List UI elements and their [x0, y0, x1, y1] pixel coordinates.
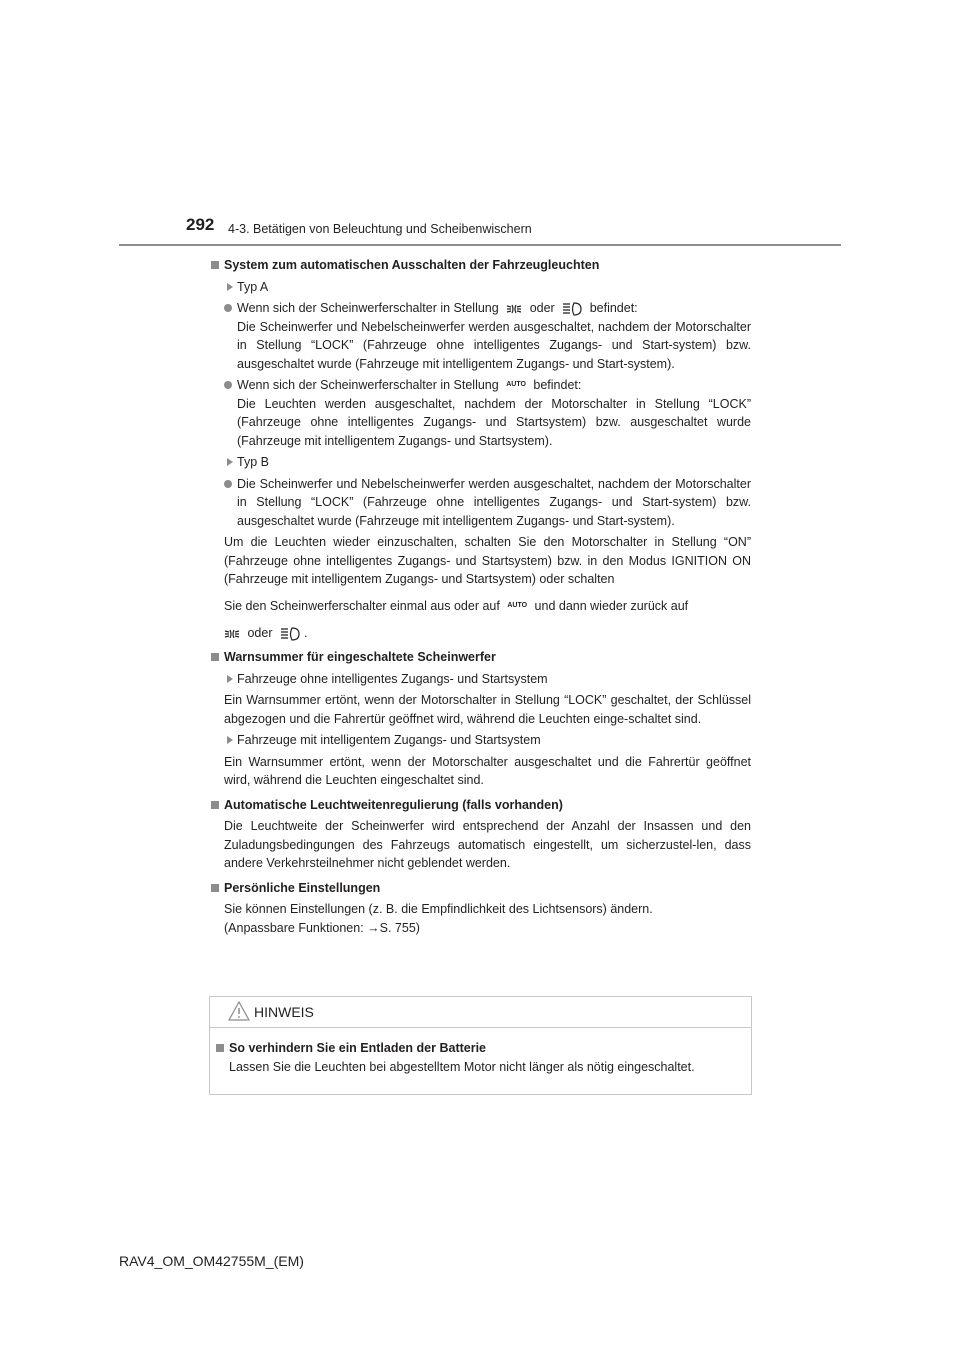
bullet-auto	[211, 376, 751, 450]
section-title-personal-settings: Persönliche Einstellungen	[211, 879, 751, 898]
subheading-type-b: Typ B	[211, 453, 751, 472]
paragraph-settings-2: (Anpassbare Funktionen: →S. 755)	[224, 920, 420, 935]
subheading-type-a: Typ A	[211, 278, 751, 297]
auto-light-icon: AUTO	[507, 602, 528, 610]
subheading-with-smart-key: Fahrzeuge mit intelligentem Zugangs- und Startsystem	[211, 731, 751, 750]
paragraph-text: und dann wieder zurück auf	[534, 598, 689, 613]
page-number: 292	[186, 215, 215, 234]
paragraph-text: Sie den Scheinwerferschalter einmal aus oder auf	[224, 598, 500, 613]
bullet-text: Wenn sich der Scheinwerferschalter in Stellung	[237, 301, 499, 315]
parking-light-icon	[224, 629, 240, 639]
bullet-type-b: Die Scheinwerfer und Nebelscheinwerfer werden ausgeschaltet, nachdem der Motorschalter in Stellung “LOCK” (Fahrzeuge ohne intelligentes Zugangs- und Start-system) bzw. ausgeschaltet wurde (Fahrzeuge mit intelligentem Zugangs- und Start-system).	[211, 475, 751, 531]
auto-light-icon: AUTO	[506, 381, 526, 389]
section-title-leveling: Automatische Leuchtweitenregulierung (falls vorhanden)	[211, 796, 751, 815]
notice-header	[210, 997, 751, 1028]
warning-triangle-icon	[228, 1000, 250, 1022]
notice-text: Lassen Sie die Leuchten bei abgestelltem Motor nicht länger als nötig eingeschaltet.	[229, 1060, 695, 1074]
bullet-body: Die Leuchten werden ausgeschaltet, nachdem der Motorschalter in Stellung “LOCK” (Fahrzeuge ohne intelligentes Zugangs- und Startsystem) bzw. ausgeschaltet wurde (Fahrzeuge mit intelligentem Zugangs- und Startsystem).	[237, 396, 751, 448]
bullet-text: Wenn sich der Scheinwerferschalter in Stellung	[237, 378, 499, 392]
section-title-auto-off: System zum automatischen Ausschalten der Fahrzeugleuchten	[211, 256, 751, 275]
paragraph-reactivate: Um die Leuchten wieder einzuschalten, schalten Sie den Motorschalter in Stellung “ON” (Fahrzeuge ohne intelligentes Zugangs- und Startsystem) bzw. in den Modus IGNITION ON (Fahrzeuge mit intelligentem Zugangs- und Startsystem) oder schalten	[224, 535, 751, 587]
headlight-icon	[280, 627, 300, 641]
bullet-body: Die Scheinwerfer und Nebelscheinwerfer werden ausgeschaltet, nachdem der Motorschalter in Stellung “LOCK” (Fahrzeuge ohne intelligentes Zugangs- und Start-system) bzw. ausgeschaltet wurde (Fahrzeuge mit intelligentem Zugangs- und Start-system).	[237, 319, 751, 371]
paragraph-leveling: Die Leuchtweite der Scheinwerfer wird entsprechend der Anzahl der Insassen und den Zuladungsbedingungen des Fahrzeugs automatisch eingestellt, um sicherzustel-len, dass andere Verkehrsteilnehmer nicht geblendet werden.	[224, 819, 751, 871]
paragraph-buzzer-1: Ein Warnsummer ertönt, wenn der Motorschalter in Stellung “LOCK” geschaltet, der Schlüssel abgezogen und die Fahrertür geöffnet wird, während die Leuchten einge-schaltet sind.	[224, 693, 751, 726]
paragraph-buzzer-2: Ein Warnsummer ertönt, wenn der Motorschalter ausgeschaltet und die Fahrertür geöffnet wird, während die Leuchten eingeschaltet sind.	[224, 754, 751, 788]
section-header: 4-3. Betätigen von Beleuchtung und Scheibenwischern	[228, 222, 532, 236]
headlight-icon	[562, 302, 582, 316]
bullet-parking-headlight	[211, 299, 751, 373]
footer-code: RAV4_OM_OM42755M_(EM)	[119, 1253, 304, 1269]
subheading-without-smart-key: Fahrzeuge ohne intelligentes Zugangs- und Startsystem	[211, 670, 751, 689]
paragraph-reactivate-2	[211, 597, 751, 616]
paragraph-text: oder	[247, 625, 273, 640]
bullet-text: oder	[529, 301, 555, 315]
notice-label: HINWEIS	[254, 1004, 314, 1020]
notice-title: So verhindern Sie ein Entladen der Batterie	[216, 1039, 746, 1058]
page-content	[211, 256, 751, 937]
parking-light-icon	[506, 304, 522, 314]
section-title-warning-buzzer: Warnsummer für eingeschaltete Scheinwerfer	[211, 648, 751, 667]
notice-body	[216, 1039, 746, 1077]
paragraph-settings-1: Sie können Einstellungen (z. B. die Empfindlichkeit des Lichtsensors) ändern.	[224, 902, 653, 917]
paragraph-reactivate-3	[211, 624, 751, 643]
paragraph-text: .	[304, 625, 308, 640]
bullet-text: befindet:	[589, 301, 638, 315]
bullet-text: befindet:	[533, 378, 582, 392]
notice-box	[209, 996, 752, 1095]
header-divider	[119, 244, 841, 246]
